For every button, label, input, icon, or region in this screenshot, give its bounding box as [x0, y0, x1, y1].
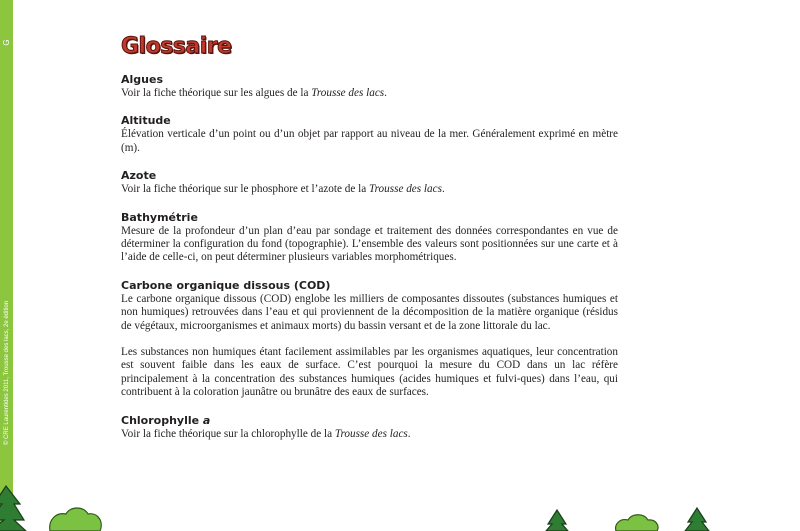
- glossary-definition: [121, 87, 618, 100]
- page-title: Glossaire: [121, 34, 232, 59]
- definition-text: .: [441, 183, 445, 196]
- bush-icon: [616, 515, 658, 531]
- green-sidebar: [0, 0, 13, 531]
- term-text: Altitude: [121, 114, 171, 128]
- glossary-term: [121, 279, 618, 293]
- glossary-definition: [121, 225, 618, 265]
- glossary-definition: [121, 183, 618, 196]
- bush-icon: [50, 508, 102, 531]
- glossary-content: [121, 73, 618, 455]
- definition-text: Voir la fiche théorique sur le phosphore et l’azote de la: [121, 183, 370, 196]
- pine-tree-icon: [546, 510, 568, 531]
- glossary-entry: [121, 169, 618, 196]
- page-letter: G: [2, 39, 11, 46]
- glossary-term: [121, 73, 618, 87]
- pine-tree-icon: [0, 486, 26, 531]
- glossary-entry: [121, 114, 618, 155]
- glossary-definition: [121, 346, 618, 400]
- landscape-decoration: [0, 484, 800, 531]
- term-text: Azote: [121, 169, 157, 183]
- term-text: Carbone organique dissous (COD): [121, 278, 331, 292]
- term-text: Chlorophylle: [121, 413, 203, 427]
- glossary-term: [121, 414, 618, 428]
- glossary-entry: [121, 279, 618, 400]
- definition-text: Voir la fiche théorique sur la chlorophylle de la: [121, 427, 335, 440]
- book-title: Trousse des lacs: [311, 87, 385, 99]
- glossary-entry: [121, 73, 618, 100]
- definition-text: Élévation verticale d’un point ou d’un objet par rapport au niveau de la mer. Généralement exprimé en mètre (m).: [121, 128, 618, 154]
- definition-text: .: [384, 87, 387, 99]
- glossary-definition: [121, 293, 618, 333]
- glossary-entry: [121, 414, 618, 441]
- term-text: Bathymétrie: [121, 210, 198, 224]
- definition-text: Voir la fiche théorique sur les algues de la: [121, 87, 312, 99]
- definition-text: Les substances non humiques étant facilement assimilables par les organismes aquatiques, leur concentration est souvent faible dans les eaux de surface. C’est pourquoi la mesure du COD dans un lac réfère principalement à la concentration des substances humiques (acides humiques et fulvi-ques) dans l’eau, qui contribuent à la coloration jaunâtre ou brunâtre des eaux de surfaces.: [121, 346, 618, 399]
- glossary-entry: [121, 211, 618, 265]
- glossary-term: [121, 114, 618, 128]
- definition-text: Le carbone organique dissous (COD) englobe les milliers de composantes dissoutes (substances humiques et non humiques) retrouvées dans l’eau et qui proviennent de la décomposition de la matière organique (résidus de végétaux, microorganismes et animaux morts) du bassin versant et de la zone littorale du lac.: [121, 292, 618, 332]
- book-title: Trousse des lacs: [334, 427, 408, 440]
- copyright-credit: © CRE Laurentides 2011, Trousse des lacs, 2e édition: [4, 300, 10, 446]
- term-text: Algues: [121, 73, 163, 86]
- definition-text: .: [407, 427, 411, 440]
- glossary-definition: [121, 428, 618, 441]
- pine-tree-icon: [685, 508, 709, 531]
- glossary-term: [121, 211, 618, 225]
- glossary-definition: [121, 128, 618, 155]
- book-title: Trousse des lacs: [369, 183, 442, 196]
- term-italic: a: [202, 413, 211, 427]
- glossary-term: [121, 169, 618, 183]
- definition-text: Mesure de la profondeur d’un plan d’eau par sondage et traitement des données correspondantes en vue de déterminer la configuration du fond (topographie). L’ensemble des valeurs sont positionnées sur une carte et à l’aide de celle-ci, on peut déterminer plusieurs variables morphométriques.: [121, 224, 618, 264]
